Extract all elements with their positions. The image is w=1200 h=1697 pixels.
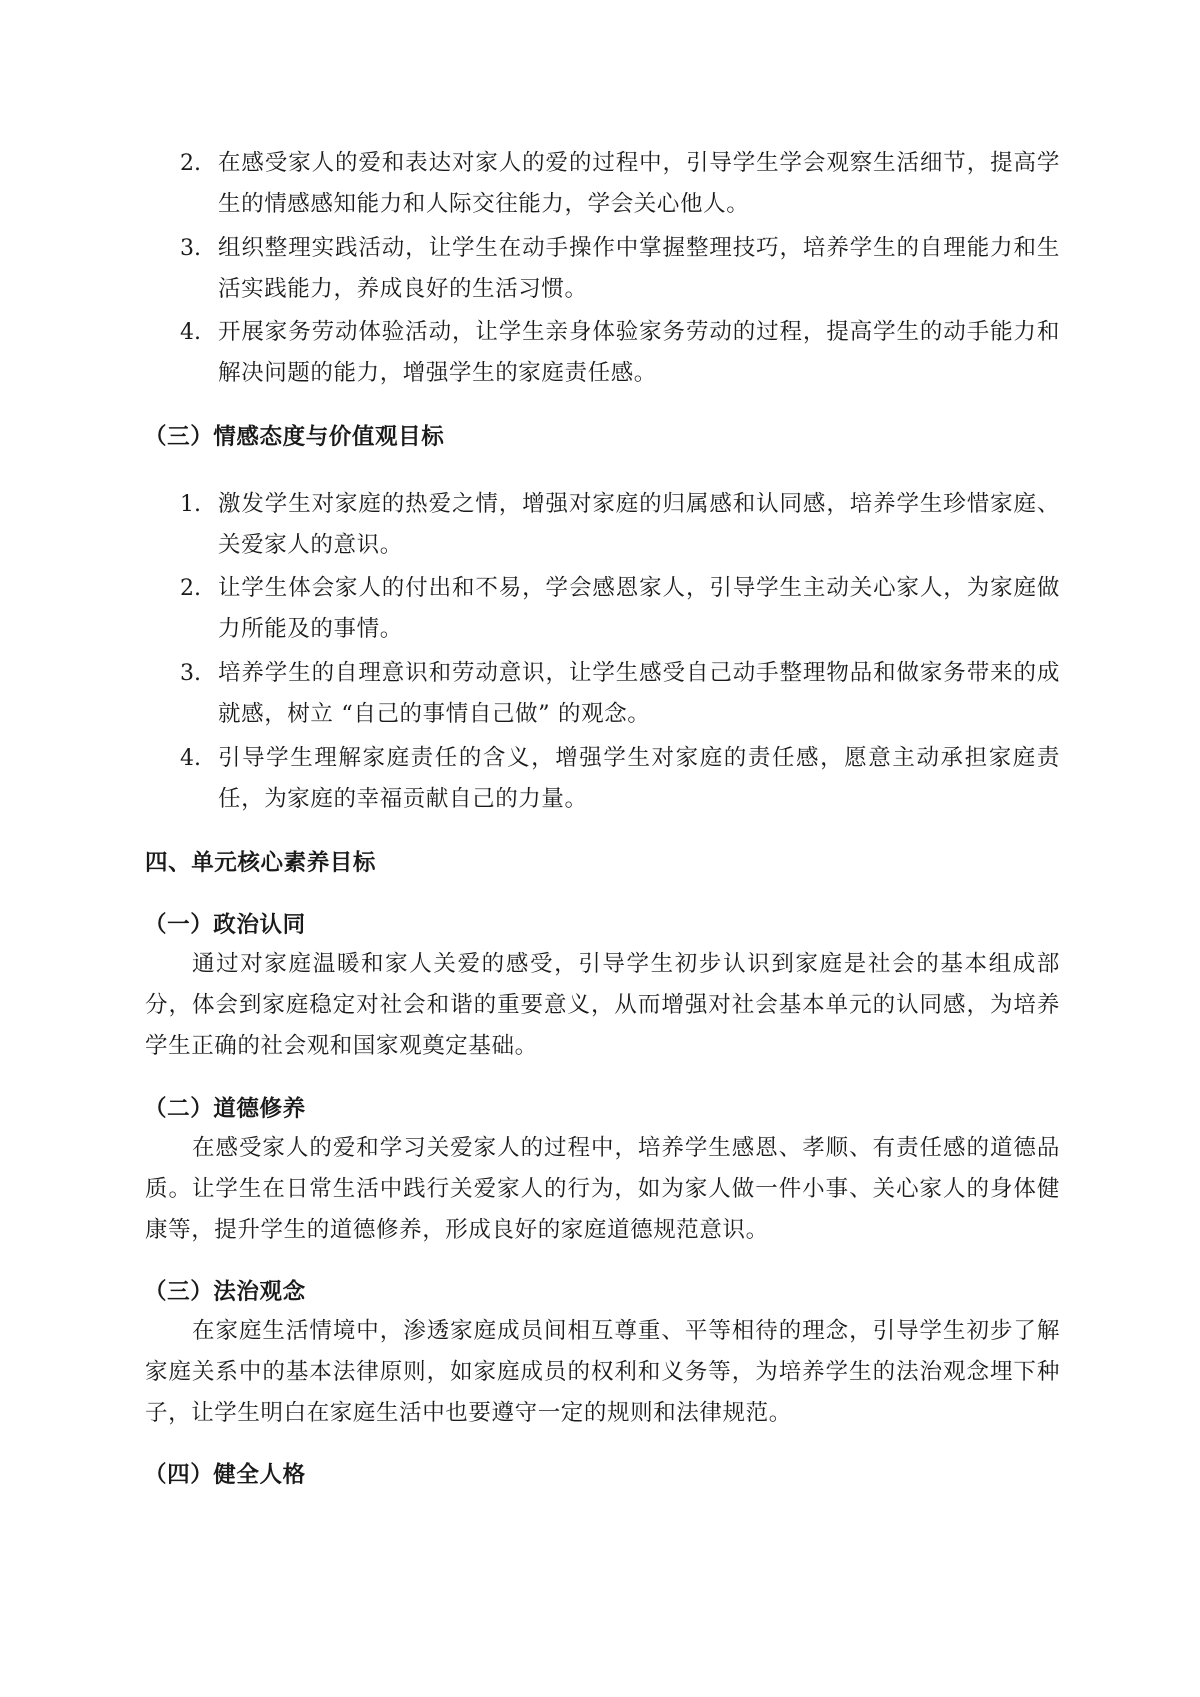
- list-number: 4.: [180, 320, 201, 345]
- section-heading-values: （三）情感态度与价值观目标: [144, 424, 445, 450]
- list-item: [180, 143, 1060, 225]
- list-number: 4.: [180, 746, 201, 771]
- paragraph-political: 通过对家庭温暖和家人关爱的感受，引导学生初步认识到家庭是社会的基本组成部分，体会到家庭稳定对社会和谐的重要意义，从而增强对社会基本单元的认同感，为培养学生正确的社会观和国家观奠定基础。: [145, 951, 1060, 1059]
- list-item: [180, 568, 1060, 650]
- list-text: 培养学生的自理意识和劳动意识，让学生感受自己动手整理物品和做家务带来的成就感，树立 “自己的事情自己做” 的观念。: [218, 660, 1060, 727]
- list-number: 3.: [180, 236, 201, 261]
- list-text: 开展家务劳动体验活动，让学生亲身体验家务劳动的过程，提高学生的动手能力和解决问题的能力，增强学生的家庭责任感。: [218, 319, 1060, 386]
- list-item: [180, 653, 1060, 735]
- subheading-personality: （四）健全人格: [144, 1462, 306, 1488]
- list-number: 3.: [180, 661, 201, 686]
- list-text: 引导学生理解家庭责任的含义，增强学生对家庭的责任感，愿意主动承担家庭责任，为家庭的幸福贡献自己的力量。: [218, 745, 1060, 812]
- section-heading-core-literacy: 四、单元核心素养目标: [145, 850, 377, 876]
- paragraph-moral: 在感受家人的爱和学习关爱家人的过程中，培养学生感恩、孝顺、有责任感的道德品质。让学生在日常生活中践行关爱家人的行为，如为家人做一件小事、关心家人的身体健康等，提升学生的道德修养，形成良好的家庭道德规范意识。: [145, 1135, 1060, 1243]
- list-item: [180, 312, 1060, 394]
- list-item: [180, 484, 1060, 566]
- list-item: [180, 738, 1060, 820]
- list-text: 激发学生对家庭的热爱之情，增强对家庭的归属感和认同感，培养学生珍惜家庭、关爱家人的意识。: [218, 491, 1060, 558]
- list-number: 2.: [180, 151, 201, 176]
- list-text: 让学生体会家人的付出和不易，学会感恩家人，引导学生主动关心家人，为家庭做力所能及的事情。: [218, 575, 1060, 642]
- subheading-law: （三）法治观念: [144, 1279, 306, 1305]
- subheading-moral: （二）道德修养: [144, 1096, 306, 1122]
- list-text: 在感受家人的爱和表达对家人的爱的过程中，引导学生学会观察生活细节，提高学生的情感感知能力和人际交往能力，学会关心他人。: [218, 150, 1060, 217]
- list-text: 组织整理实践活动，让学生在动手操作中掌握整理技巧，培养学生的自理能力和生活实践能力，养成良好的生活习惯。: [218, 235, 1060, 302]
- list-item: [180, 228, 1060, 310]
- subheading-political: （一）政治认同: [144, 912, 306, 938]
- paragraph-law: 在家庭生活情境中，渗透家庭成员间相互尊重、平等相待的理念，引导学生初步了解家庭关系中的基本法律原则，如家庭成员的权利和义务等，为培养学生的法治观念埋下种子，让学生明白在家庭生活中也要遵守一定的规则和法律规范。: [145, 1318, 1060, 1426]
- list-number: 1.: [180, 492, 201, 517]
- list-number: 2.: [180, 576, 201, 601]
